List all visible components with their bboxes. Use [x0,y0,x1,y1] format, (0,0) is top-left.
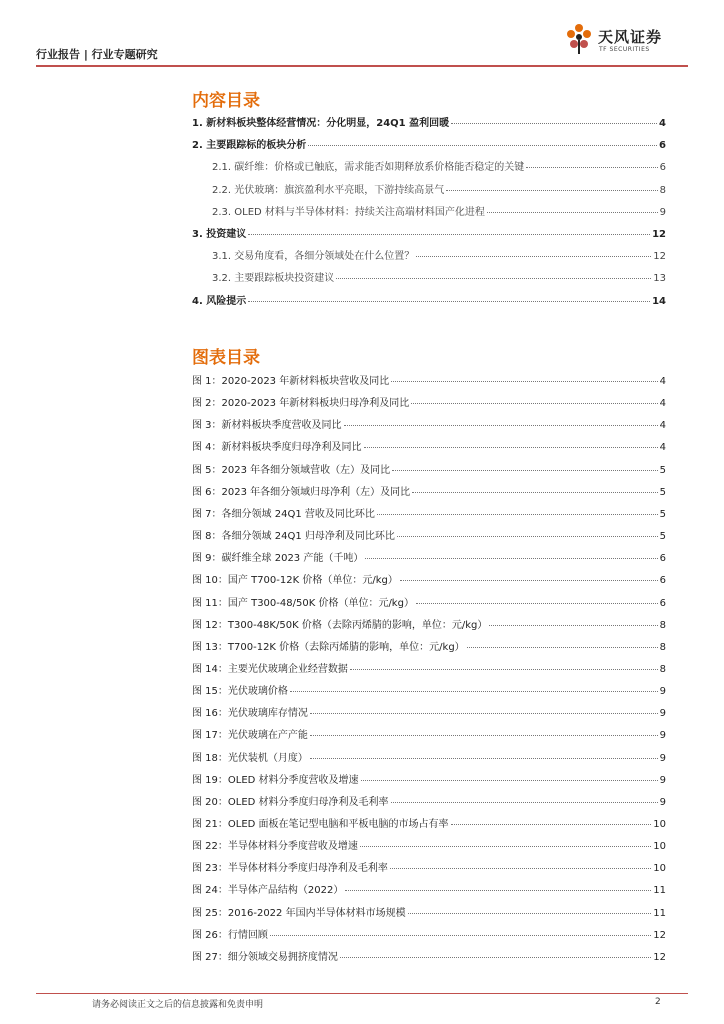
entry-label: 图 19：OLED 材料分季度营收及增速 [192,774,359,786]
entry-label: 3.2. 主要跟踪板块投资建议 [212,273,335,285]
entry-label: 图 18：光伏装机（月度） [192,752,308,764]
entry-page: 5 [659,508,666,520]
dot-leader [451,123,657,124]
toc-entry[interactable] [192,527,666,542]
toc-entry[interactable] [212,158,666,173]
entry-page: 5 [659,464,666,476]
entry-page: 10 [653,863,666,875]
dot-leader [270,935,651,936]
figures-title: 图表目录 [192,348,260,368]
entry-label: 图 25：2016-2022 年国内半导体材料市场规模 [192,907,406,919]
entry-page: 9 [659,752,666,764]
entry-page: 8 [659,663,666,675]
entry-label: 图 9：碳纤维全球 2023 产能（千吨） [192,553,364,565]
dot-leader [411,403,657,404]
entry-page: 6 [659,162,666,174]
toc-entry[interactable] [192,549,666,564]
dot-leader [412,492,657,493]
toc-entry[interactable] [192,704,666,719]
entry-label: 图 13：T700-12K 价格（去除丙烯腈的影响，单位：元/kg） [192,641,465,653]
entry-label: 图 3：新材料板块季度营收及同比 [192,420,342,432]
entry-page: 6 [659,597,666,609]
toc-entry[interactable] [192,594,666,609]
entry-page: 4 [659,118,666,129]
dot-leader [489,625,657,626]
entry-page: 9 [659,686,666,698]
entry-page: 6 [659,140,666,152]
logo-text: 天风证券 [598,28,663,46]
dot-leader [416,256,651,257]
entry-label: 图 24：半导体产品结构（2022） [192,885,344,897]
dot-leader [392,470,657,471]
entry-label: 图 27：细分领域交易拥挤度情况 [192,951,338,963]
entry-page: 4 [659,398,666,410]
dot-leader [416,603,658,604]
entry-label: 4. 风险提示 [192,295,247,307]
toc-entry[interactable] [192,483,666,498]
dot-leader [290,691,658,692]
entry-page: 12 [653,951,666,963]
toc-title: 内容目录 [192,91,260,111]
toc-entry[interactable] [192,616,666,631]
header-rule [36,65,688,67]
toc-entry[interactable] [192,638,666,653]
footer-rule [36,993,688,994]
entry-page: 12 [653,929,666,941]
dot-leader [360,846,651,847]
toc-entry[interactable] [192,438,666,453]
toc-entry[interactable] [192,372,666,387]
entry-page: 8 [659,184,666,196]
entry-label: 图 8：各细分领域 24Q1 归母净利及同比环比 [192,531,395,543]
entry-label: 3. 投资建议 [192,229,247,240]
entry-page: 9 [659,774,666,786]
dot-leader [248,301,650,302]
entry-page: 14 [652,295,666,307]
entry-label: 图 1：2020-2023 年新材料板块营收及同比 [192,376,390,387]
dot-leader [451,824,652,825]
toc-entry[interactable] [192,859,666,874]
dot-leader [308,145,657,146]
toc-entry[interactable] [192,394,666,409]
dot-leader [364,447,658,448]
toc-entry[interactable] [192,682,666,697]
entry-page: 6 [659,553,666,565]
dot-leader [340,957,651,958]
entry-page: 12 [653,251,666,263]
company-logo [564,22,676,62]
logo-subtitle: TF SECURITIES [599,46,650,53]
toc-entry[interactable] [192,837,666,852]
toc-entry[interactable] [192,881,666,896]
dot-leader [350,669,658,670]
entry-label: 1. 新材料板块整体经营情况：分化明显，24Q1 盈利回暖 [192,118,450,129]
entry-label: 图 6：2023 年各细分领域归母净利（左）及同比 [192,486,411,498]
entry-label: 图 23：半导体材料分季度归母净利及毛利率 [192,863,388,875]
toc-entry[interactable] [192,416,666,431]
dot-leader [377,514,658,515]
toc-entry[interactable] [192,505,666,520]
entry-page: 4 [659,376,666,387]
toc-entry[interactable] [192,292,666,307]
entry-page: 5 [659,531,666,543]
entry-page: 11 [653,885,666,897]
toc-entry[interactable] [192,660,666,675]
dot-leader [361,780,658,781]
entry-label: 3.1. 交易角度看，各细分领域处在什么位置？ [212,251,415,263]
header-title: 行业报告 | 行业专题研究 [36,48,158,61]
entry-page: 8 [659,619,666,631]
entry-page: 8 [659,641,666,653]
toc-entry[interactable] [192,114,666,129]
toc-entry[interactable] [212,203,666,218]
entry-label: 图 12：T300-48K/50K 价格（去除丙烯腈的影响，单位：元/kg） [192,619,488,631]
dot-leader [390,868,651,869]
entry-label: 图 2：2020-2023 年新材料板块归母净利及同比 [192,398,410,410]
entry-page: 9 [659,796,666,808]
toc-entry[interactable] [212,181,666,196]
entry-page: 9 [659,206,666,218]
dot-leader [487,212,658,213]
entry-label: 2.3. OLED 材料与半导体材料：持续关注高端材料国产化进程 [212,206,485,218]
dot-leader [446,190,657,191]
toc-entry[interactable] [192,793,666,808]
page-number: 2 [655,997,661,1007]
dot-leader [344,425,658,426]
entry-page: 11 [653,907,666,919]
entry-label: 图 5：2023 年各细分领域营收（左）及同比 [192,464,391,476]
entry-label: 图 26：行情回顾 [192,929,268,941]
entry-label: 图 15：光伏玻璃价格 [192,686,288,698]
entry-page: 10 [653,841,666,853]
dot-leader [310,735,658,736]
toc-entry[interactable] [192,771,666,786]
entry-label: 图 20：OLED 材料分季度归母净利及毛利率 [192,796,389,808]
dot-leader [345,890,651,891]
dot-leader [310,758,658,759]
toc-entry[interactable] [192,571,666,586]
toc-entry[interactable] [212,269,666,284]
dot-leader [400,580,658,581]
entry-page: 4 [659,420,666,432]
toc-entry[interactable] [212,247,666,262]
entry-label: 2.2. 光伏玻璃：旗滨盈利水平亮眼，下游持续高景气 [212,184,445,196]
entry-page: 6 [659,575,666,587]
toc-entry[interactable] [192,225,666,240]
toc-entry[interactable] [192,461,666,476]
entry-page: 12 [652,229,666,240]
dot-leader [526,167,657,168]
entry-page: 13 [653,273,666,285]
dot-leader [397,536,658,537]
entry-label: 图 17：光伏玻璃在产产能 [192,730,308,742]
dot-leader [391,802,658,803]
dot-leader [310,713,658,714]
entry-page: 5 [659,486,666,498]
dot-leader [365,558,657,559]
entry-label: 图 4：新材料板块季度归母净利及同比 [192,442,362,454]
page-header [36,28,688,68]
toc-entry[interactable] [192,926,666,941]
toc-entry[interactable] [192,948,666,963]
entry-label: 图 7：各细分领域 24Q1 营收及同比环比 [192,508,375,520]
toc-entry[interactable] [192,136,666,151]
dot-leader [467,647,658,648]
entry-page: 4 [659,442,666,454]
entry-label: 图 10：国产 T700-12K 价格（单位：元/kg） [192,575,398,587]
entry-label: 图 16：光伏玻璃库存情况 [192,708,308,720]
toc-entry[interactable] [192,749,666,764]
entry-page: 9 [659,708,666,720]
entry-page: 10 [653,819,666,830]
entry-label: 2.1. 碳纤维：价格或已触底，需求能否如期释放系价格能否稳定的关键 [212,162,525,174]
dot-leader [248,234,650,235]
toc-entry[interactable] [192,904,666,919]
dot-leader [408,913,652,914]
dot-leader [391,381,657,382]
entry-label: 图 11：国产 T300-48/50K 价格（单位：元/kg） [192,597,414,609]
entry-page: 9 [659,730,666,742]
dot-leader [336,278,651,279]
footer-disclaimer: 请务必阅读正文之后的信息披露和免责申明 [92,1000,264,1010]
entry-label: 2. 主要跟踪标的板块分析 [192,140,307,152]
entry-label: 图 21：OLED 面板在笔记型电脑和平板电脑的市场占有率 [192,819,449,830]
toc-entry[interactable] [192,726,666,741]
entry-label: 图 14：主要光伏玻璃企业经营数据 [192,663,348,675]
flower-logo-icon [564,22,594,56]
toc-entry[interactable] [192,815,666,830]
entry-label: 图 22：半导体材料分季度营收及增速 [192,841,358,853]
